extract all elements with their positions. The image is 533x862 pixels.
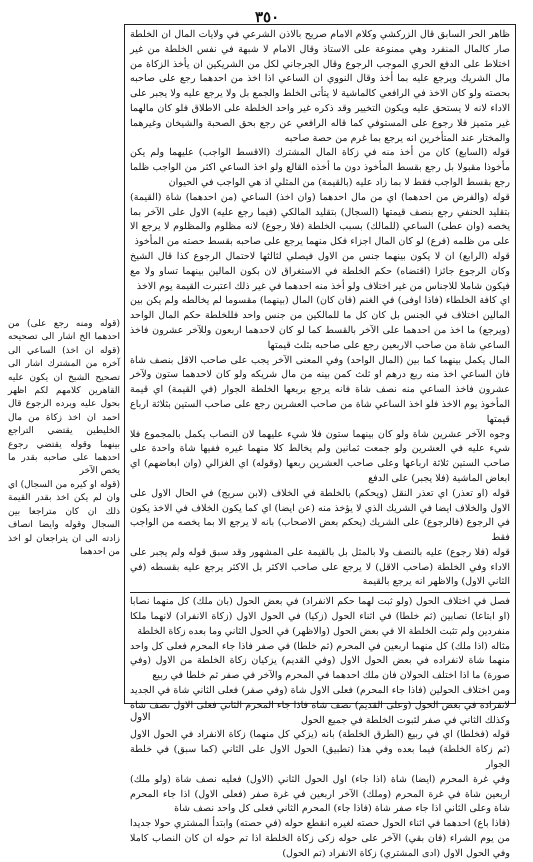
margin-paragraph: (قوله ومنه رجع على) من احدهما الخ اشار الى تصحيحه (قوله ان اخذ) الساعي الى آخره من المشترك اشار الى تصحيح الشيخ ان يكون عليه القاهرين كلامهم لكم اظهر بحول عليه ويرده الرجوع قال احمد ان اخذ زكاة من مال الخليطين يقتضي التراجع بينهما وقوله يقتضي رجوع احدهما على صاحبه بقدر ما يخص الآخر [8,319,120,477]
page-number: ٣٥٠ [255,8,280,26]
main-text-frame [124,24,516,859]
main-paragraph: قوله (فلا رجوع) عليه بالنصف ولا بالمثل بل بالقيمة على المشهور وقد سبق قوله ولم يجبر على الاداء وفي الخلطة (صاحب الاقل) لا يرجع على صاحب الاكثر بل الاكثر يرجع عليه بقسطه (في الثاني الاول) والاظهر انه يرجع بالقيمة [130,546,510,588]
section-divider [130,592,510,593]
main-paragraph: ظاهر الحر السابق قال الزركشي وكلام الامام صريح بالاذن الشرعي في ولايات المال ان الخلطة صار كالمال المنفرد وهي ممنوعة على الاستاذ وقال الامام لا شبهة في نفس الخلطة من غير اختلاط على الدفع الحري الموجب الرجوع وقال الجرجاني لكل من الشريكين ان يأخذ الزكاة من مال الشريك ويرجع عليه بما أخذ وقال النووي ان الساعي اذا اخذ من احدهما رجع على صاحبه بحصته ولو كان الاخذ في الرافعي كالماشية لا يتأتى الخلط والجمع بل ولا يرجع عليه ولا يجبر على الاداء لانه لا يستحق عليه ويكون التخيير وقد ذكره غير واحد الخلطة على الاطلاق فلو كان مالهما غير متميز فلا رجوع على المستوفي كما قاله الرافعي عن رجع بحق الصحبة والشيخان وغيرهما والمختار عند المتأخرين انه يرجع بما غرم من حصة صاحبه [130,29,510,144]
main-paragraph: قوله (السابع) كان من أخذ منه في زكاة المال المشترك (الاقسط الواجب) عليهما ولم يكن مأخوذا مقبولا بل رجع بقسط المأخوذ دون ما أخذه القالع ولو اخذ الساعي اكثر من الواجب ظلما رجع بقسط الواجب فقط لا بما زاد عليه (بالقيمة) من المثلي اذ هي الواجب في الحيوان [130,147,510,188]
main-paragraph: وفي غرة المحرم (ايضا) شاة (اذا جاء) اول الحول الثاني (الاول) فعليه نصف شاة (ولو ملك) اربعين شاة في غرة المحرم (وملك) الآخر اربعين في غرة صفر (فعلى الاول) اذا جاء المحرم شاة وعلى الثاني اذا جاء صفر شاة (فاذا جاء) المحرم الثاني فعلى كل واحد نصف شاة [130,773,510,815]
main-paragraph: قوله (الرابع) ان لا يكون بينهما جنس من الاول فيصلي لثالثها لاحتمال الرجوع كذا قال الشيخ وكان الرجوع جائزا (اقتضاه) حكم الخلطة في الاستغراق لان بكون المالين بينهما تساو ولا مع فيكون شاملا للاجناس من غير اختلاف ولو أخذ منه احدهما في غير ذلك اعتبرت القيمة يوم الاخذ [130,250,510,292]
main-paragraph: ومن اختلاف الحولين (فاذا جاء المحرم) فعلى الاول شاة (وفي صفر) فعلى الثاني شاة في الجديد لانفراده في بعض الحول (وعلى القديم) نصف شاة فاذا جاء المحرم الثاني فعلى الاول نصف شاة وكذلك الثاني في صفر لثبوت الخلطة في جميع الحول [130,685,510,726]
main-paragraph: قوله (او تعذر) اي تعذر النقل (ويحكم) بالخلطة في الخلاف (لابن سريج) في الحال الاول على الاول والخلاف ايضا في الشريك الذي لا يؤخذ منه (عن ايضا) اي كما يكون الخلاف في الاخذ يكون في الرجوع (فالرجوع) على الشريك (يحكم بعض الاصحاب) بانه لا يرجع الا بما يخصه من الواجب فقط [130,487,510,544]
main-paragraph: فصل في اختلاف الحول (ولو ثبت لهما حكم الانفراد) في بعض الحول (بان ملك) كل منهما نصابا (او ابتاعا) نصابين (ثم خلطا) في اثناء الحول (زكيا) في الحول الاول (زكاة الانفراد) لانهما ملكا منفردين ولم تثبت الخلطة الا في بعض الحول (والاظهر) في الحول الثاني وما بعده زكاة الخلطة [130,596,510,637]
main-paragraph: (فاذا باع) احدهما في اثناء الحول حصته لغيره انقطع حوله (في حصته) وابتدأ المشتري حولا جديدا من يوم الشراء (فان بقي) الآخر على حوله زكى زكاة الخلطة اذا تم حوله ان كان النصاب كاملا وفي الحول الاول (ادى المشتري) زكاة الانفراد (تم الحول) [130,818,510,859]
main-paragraph: مثاله (اذا ملك) كل منهما اربعين في المحرم (ثم خلطا) في صفر فاذا جاء المحرم فعلى كل واحد منهما شاة لانفراده في بعض الحول الاول (وفي القديم) يزكيان زكاة الخلطة من الاول (وفي صورة) ما اذا اختلف الحولان فان ملك احدهما في المحرم والآخر في صفر ثم خلطا في ربيع [130,640,510,682]
catchword: الاول [130,712,151,723]
margin-commentary [8,318,120,668]
main-paragraph: المال يكمل بينهما كما بين (المال الواحد) وفي المعنى الآخر يجب على صاحب الاقل بنصف شاة فان الساعي اخذ منه ربع درهم او ثلث كمن بينه من مال شريكه ولو كان لاحدهما ستون ولآخر عشرون فاخذ الساعي منه نصف شاة فانه يرجع بربعها الخلطة الجوار (في القيمة) اي قيمة المأخوذ يوم الاخذ فلو اخذ الساعي شاة من صاحب العشرين رجع على صاحب الستين بثلاثة ارباع قيمتها [130,354,510,425]
margin-paragraph: (قوله او كيره من السجال) اي وان لم يكن اخذ بقدر القيمة ذلك ان كان متراجعا بين السجال وقوله وايضا انصاف زادته الى ان يتراجعان لو اخذ من احدهما [8,479,120,557]
main-paragraph: اي كافة الخلطاء (فاذا اوفى) في الغنم (فان كان) المال (بينهما) مقسوما لم يخالطه ولم يكن بين المالين اختلاف في الجنس بل كان كل ما للمالكين من جنس واحد فللخلطة حكم المال الواحد (ويرجع) ما اخذ من احدهما على الآخر بالقسط كما لو كان لاحدهما اربعون وللآخر عشرون فاخذ الساعي شاة من صاحب الاربعين رجع على صاحبه بثلث قيمتها [130,295,510,351]
main-paragraph: وجوه الآخر عشرين شاة ولو كان بينهما ستون فلا شيء عليهما لان النصاب يكمل بالمجموع فلا شيء عليه في العشرين ولو جمعت ثمانين ولم يخالط كلا منهما غيره ففيها شاة واحدة على صاحب الستين ثلاثة ارباعها وعلى صاحب العشرين ربعها (وقوله) اي الغزالي (وان ابعاضهم) اي ابعاض الماشية (فلا يجبر) على الدفع [130,428,510,484]
main-paragraph: قوله (والفرض من احدهما) اي من مال احدهما (وان اخذ) الساعي (من احدهما) شاة (القيمة) بتقليد الحنفي رجع بنصف قيمتها (السجال) بتقليد المالكي (فيما رجع عليه) الاول على الآخر بما يخصه (وان عطى) الساعي (للمالك) بسبب الخلطة (فلا رجوع) لانه مظلوم والمظلوم لا يرجع الا على من ظلمه (فرع) لو كان المال اجزاء فكل منهما يرجع على صاحبه بقسط حصته من المأخوذ [130,191,510,248]
main-text-body [125,25,515,862]
main-paragraph: قوله (فخلطا) اي في ربيع (الطرق الخلطة) بانه (يزكي كل منهما) زكاة الانفراد في الحول الاول (ثم زكاة الخلطة) فيما بعده وفي هذا (تطبيق) الحول الاول على الثاني (كما سبق) في خلطة الجوار [130,729,510,771]
